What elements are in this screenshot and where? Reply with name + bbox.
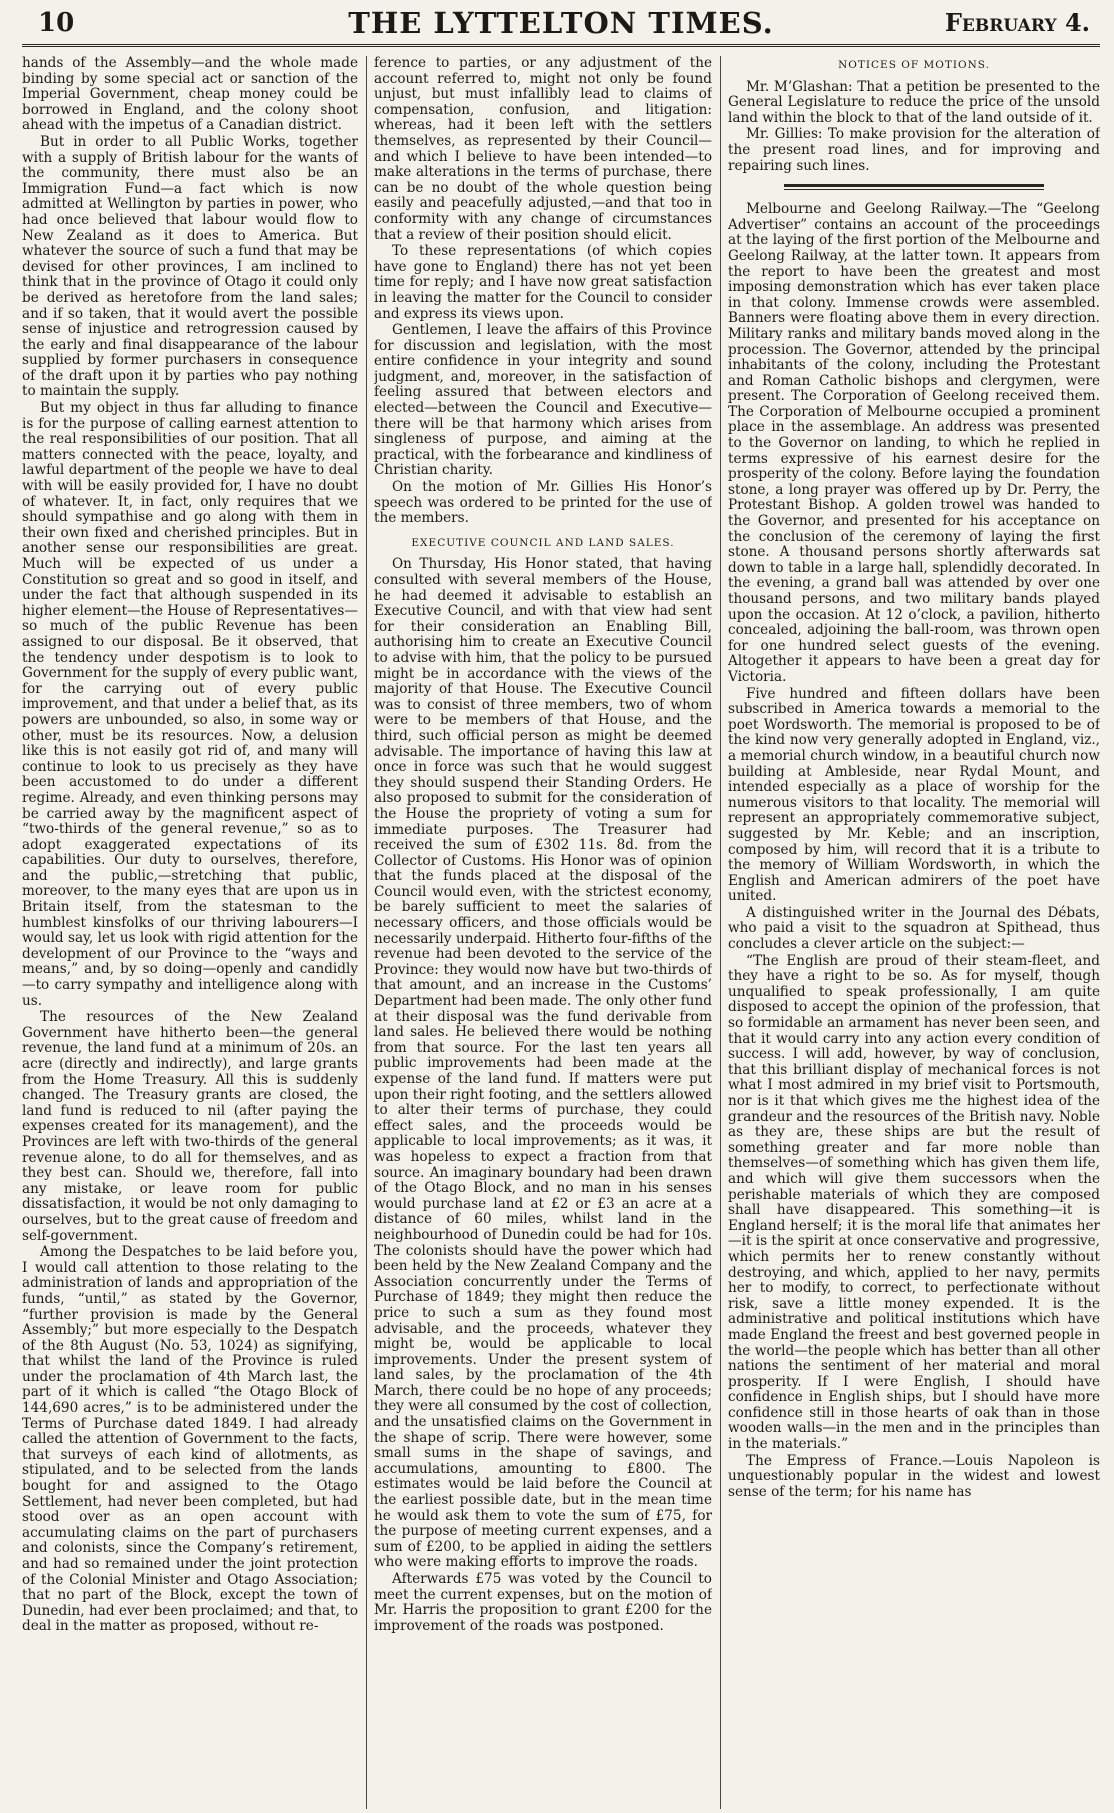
masthead	[22, 0, 1100, 47]
paragraph: A distinguished writer in the Journal des Débats, who paid a visit to the squadron at Spithead, thus concludes a clever article on the subject:—	[728, 904, 1100, 953]
column-2	[374, 56, 712, 1807]
paragraph: On Thursday, His Honor stated, that having consulted with several members of the House, he had deemed it advisable to establish an Executive Council, and with that view had sent for their consideration an Enabling Bill, authorising him to create an Executive Council to advise with him, that the policy to be pursued might be in accordance with the views of the majority of that House. The Executive Council was to consist of three members, two of whom were to be members of that House, and the third, such official person as might be deemed advisable. The importance of having this law at once in force was such that he would suggest they should suspend their Standing Orders. He also proposed to submit for the consideration of the House the propriety of voting a sum for immediate purposes. The Treasurer had received the sum of £302 11s. 8d. from the Collector of Customs. His Honor was of opinion that the funds placed at the disposal of the Council would even, with the strictest economy, be barely sufficient to meet the salaries of necessary officers, and those officials would be necessarily underpaid. Hitherto four-fifths of the revenue had been devoted to the service of the Province: they would now have but two-thirds of that amount, and an increase in the Customs’ Department had been made. The only other fund at their disposal was the fund derivable from land sales. He believed there would be nothing from that source. For the last ten years all public improvements had been made at the expense of the land fund. If matters were put upon their right footing, and the settlers allowed to alter their terms of purchase, they could effect sales, and the proceeds would be applicable to local improvements; as it was, it was hopeless to expect a fraction from that source. An imaginary boundary had been drawn of the Otago Block, and no man in his senses would purchase land at £2 or £3 an acre at a distance of 60 miles, whilst land in the neighbourhood of Dunedin could be had for 10s. The colonists should have the power which had been held by the New Zealand Company and the Association concurrently under the Terms of Purchase of 1849; they might then reduce the price to such a sum as they found most advisable, and the proceeds, whatever they might be, would be applicable to local improvements. Under the present system of land sales, by the proclamation of the 4th March, there could be no hope of any proceeds; they were all consumed by the cost of collection, and the unsatisfied claims on the Government in the shape of scrip. There were however, some small sums in the shape of savings, and accumulations, amounting to £800. The estimates would be laid before the Council at the earliest possible date, but in the mean time he would ask them to vote the sum of £75, for the purpose of meeting current expenses, and a sum of £200, to be applied in aiding the settlers who were making efforts to improve the roads.	[374, 556, 712, 1571]
paragraph: Melbourne and Geelong Railway.—The “Geelong Advertiser” contains an account of the proceedings at the laying of the first portion of the Melbourne and Geelong Railway, at the latter town. It appears from the report to have been the greatest and most imposing demonstration which has ever taken place in that colony. Immense crowds were assembled. Banners were floating above them in every direction. Military ranks and military bands moved along in the procession. The Governor, attended by the principal inhabitants of the colony, including the Protestant and Roman Catholic bishops and clergymen, were present. The Corporation of Geelong received them. The Corporation of Melbourne occupied a prominent place in the assemblage. An address was presented to the Governor on landing, to which he replied in terms expressive of his earnest desire for the prosperity of the colony. Before laying the foundation stone, a long prayer was offered up by Dr. Perry, the Protestant Bishop. A golden trowel was handed to the Governor, and presented for his acceptance on the conclusion of the ceremony of laying the first stone. A thousand persons shortly afterwards sat down to table in a large hall, splendidly decorated. In the evening, a grand ball was attended by over one thousand persons, and two military bands played upon the occasion. At 12 o’clock, a pavilion, hitherto concealed, adjoining the ball-room, was thrown open for one hundred select guests of the evening. Altogether it appears to have been a great day for Victoria.	[728, 201, 1100, 685]
page-number: 10	[38, 8, 75, 38]
paragraph: Afterwards £75 was voted by the Council to meet the current expenses, but on the motion of Mr. Harris the proposition to grant £200 for the improvement of the roads was postponed.	[374, 1571, 712, 1634]
issue-date: February 4.	[944, 8, 1090, 37]
newspaper-title: THE LYTTELTON TIMES.	[348, 6, 774, 40]
paragraph: To these representations (of which copies have gone to England) there has not yet been time for reply; and I have now great satisfaction in leaving the matter for the Council to consider and express its views upon.	[374, 243, 712, 322]
columns	[22, 56, 1100, 1807]
paragraph: Among the Despatches to be laid before you, I would call attention to those relating to the administration of lands and appropriation of the funds, “until,” as stated by the Governor, “further provision is made by the General Assembly;” but more especially to the Despatch of the 8th August (No. 53, 1024) as signifying, that whilst the land of the Province is ruled under the proclamation of 4th March last, the part of it which is called “the Otago Block of 144,690 acres,” is to be administered under the Terms of Purchase dated 1849. I had already called the attention of Government to the facts, that surveys of each kind of allotments, as stipulated, and to be selected from the lands bought for and assigned to the Otago Settlement, had never been completed, but had stood over as an open account with accumulating claims on the part of purchasers and colonists, since the Company’s retirement, and had so remained under the joint protection of the Colonial Minister and Otago Association; that no part of the Block, except the town of Dunedin, had ever been proclaimed; and that, to deal in the matter as proposed, without re-	[22, 1244, 358, 1635]
paragraph: ference to parties, or any adjustment of the account referred to, might not only be found unjust, but must infallibly lead to claims of compensation, confusion, and litigation: whereas, had it been left with the settlers themselves, as represented by their Council—and which I believe to have been intended—to make alterations in the terms of purchase, there can be no doubt of the whole question being easily and peacefully adjusted,—and that too in conformity with any change of circumstances that a review of their position should elicit.	[374, 56, 712, 243]
paragraph: But my object in thus far alluding to finance is for the purpose of calling earnest attention to the real responsibilities of our position. That all matters connected with the peace, loyalty, and lawful department of the people we have to deal with will be easily provided for, I have no doubt of whatever. It, in fact, only requires that we should sympathise and go along with them in their own fixed and cherished principles. But in another sense our responsibilities are great. Much will be expected of us under a Constitution so great and so good in itself, and under the fact that although suspended in its higher element—the House of Representatives—so much of the public Revenue has been assigned to our disposal. Be it observed, that the tendency under despotism is to look to Government for the supply of every public want, for the carrying out of every public improvement, and that under a belief that, as its powers are unbounded, so also, in some way or other, must be its resources. Now, a delusion like this is not easily got rid of, and many will continue to look to us precisely as they have been accustomed to do under a different regime. Already, and even thinking persons may be carried away by the magnificent aspect of “two-thirds of the general revenue,” so as to adopt exaggerated expectations of its capabilities. Our duty to ourselves, therefore, and the public,—stretching that public, moreover, to the many eyes that are upon us in Britain itself, from the statesman to the humblest kinsfolks of our thriving labourers—I would say, let us look with rigid attention for the development of our Province to the “ways and means,” and, by so doing—openly and candidly—to carry sympathy and intelligence along with us.	[22, 400, 358, 1009]
paragraph: But in order to all Public Works, together with a supply of British labour for the wants of the community, there must also be an Immigration Fund—a fact which is now admitted at Wellington by parties in power, who had once believed that labour would flow to New Zealand as it does to America. But whatever the source of such a fund that may be devised for other provinces, I am inclined to think that in the province of Otago it could only be derived as heretofore from the land sales; and if so taken, that it would avert the possible sense of injustice and retrogression caused by the early and final disappearance of the labour supplied by former purchasers in consequence of the draft upon it by parties who pay nothing to maintain the supply.	[22, 133, 358, 400]
paragraph: The Empress of France.—Louis Napoleon is unquestionably popular in the widest and lowest sense of the term; for his name has	[728, 1452, 1100, 1500]
paragraph: Gentlemen, I leave the affairs of this Province for discussion and legislation, with the most entire confidence in your integrity and sound judgment, and, moreover, in the satisfaction of feeling assured that between electors and elected—between the Council and Executive—there will be that harmony which arises from singleness of purpose, and aiming at the practical, with the forbearance and kindliness of Christian charity.	[374, 322, 712, 479]
motion: Mr. M’Glashan: That a petition be presented to the General Legislature to reduce the price of the unsold land within the block to that of the land outside of it.	[728, 78, 1100, 126]
column-1	[22, 56, 358, 1807]
quotation: “The English are proud of their steam-fleet, and they have a right to be so. As for myself, though unqualified to speak professionally, I am quite disposed to accept the opinion of the profession, that so formidable an armament has never been seen, and that it would carry into any action every condition of success. I will add, however, by way of conclusion, that this brilliant display of mechanical forces is not what I most admired in my brief visit to Portsmouth, nor is it that which gives me the highest idea of the grandeur and the resources of the British navy. Noble as they are, these ships are but the result of something greater and far more noble than themselves—of something which has given them life, and which will give them successors when the perishable materials of which they are composed shall have disappeared. This something—it is England herself; it is the moral life that animates her—it is the spirit at once conservative and progressive, which permits her to renew constantly without destroying, and which, applied to her navy, permits her to modify, to correct, to perfectionate without risk, save a little money expended. It is the administrative and political institutions which have made England the freest and best governed people in the world—the people which has better than all other nations the sentiment of her material and moral prosperity. If I were English, I should have confidence in English ships, but I should have more confidence still in those hearts of oak than in those wooden walls—in the men and in the principles than in the materials.”	[728, 952, 1100, 1453]
column-3	[728, 56, 1100, 1807]
paragraph: On the motion of Mr. Gillies His Honor’s speech was ordered to be printed for the use of the members.	[374, 479, 712, 527]
paragraph: The resources of the New Zealand Government have hitherto been—the general revenue, the land fund at a minimum of 20s. an acre (directly and indirectly), and large grants from the Home Treasury. All this is suddenly changed. The Treasury grants are closed, the land fund is reduced to nil (after paying the expenses created for its management), and the Provinces are left with two-thirds of the general revenue alone, to do all for themselves, and as they best can. Should we, therefore, fall into any mistake, or leave room for public dissatisfaction, it would be not only damaging to ourselves, but to the great cause of freedom and self-government.	[22, 1009, 358, 1244]
section-heading: NOTICES OF MOTIONS.	[838, 59, 990, 71]
motion: Mr. Gillies: To make provision for the alteration of the present road lines, and for improving and repairing such lines.	[728, 126, 1100, 174]
paragraph: hands of the Assembly—and the whole made binding by some special act or sanction of the Imperial Government, cheap money could be borrowed in England, and the colony shoot ahead with the impetus of a Canadian district.	[22, 56, 358, 134]
section-divider	[784, 184, 1044, 190]
paragraph: Five hundred and fifteen dollars have been subscribed in America towards a memorial to the poet Wordsworth. The memorial is proposed to be of the kind now very generally adopted in England, viz., a memorial church window, in a beautiful church now building at Ambleside, near Rydal Mount, and intended especially as a place of worship for the numerous visitors to that locality. The memorial will represent an appropriately commemorative subject, suggested by Mr. Keble; and an inscription, composed by him, will record that it is a tribute to the memory of William Wordsworth, in which the English and American admirers of the poet have united.	[728, 685, 1100, 905]
section-heading: EXECUTIVE COUNCIL AND LAND SALES.	[411, 536, 675, 549]
